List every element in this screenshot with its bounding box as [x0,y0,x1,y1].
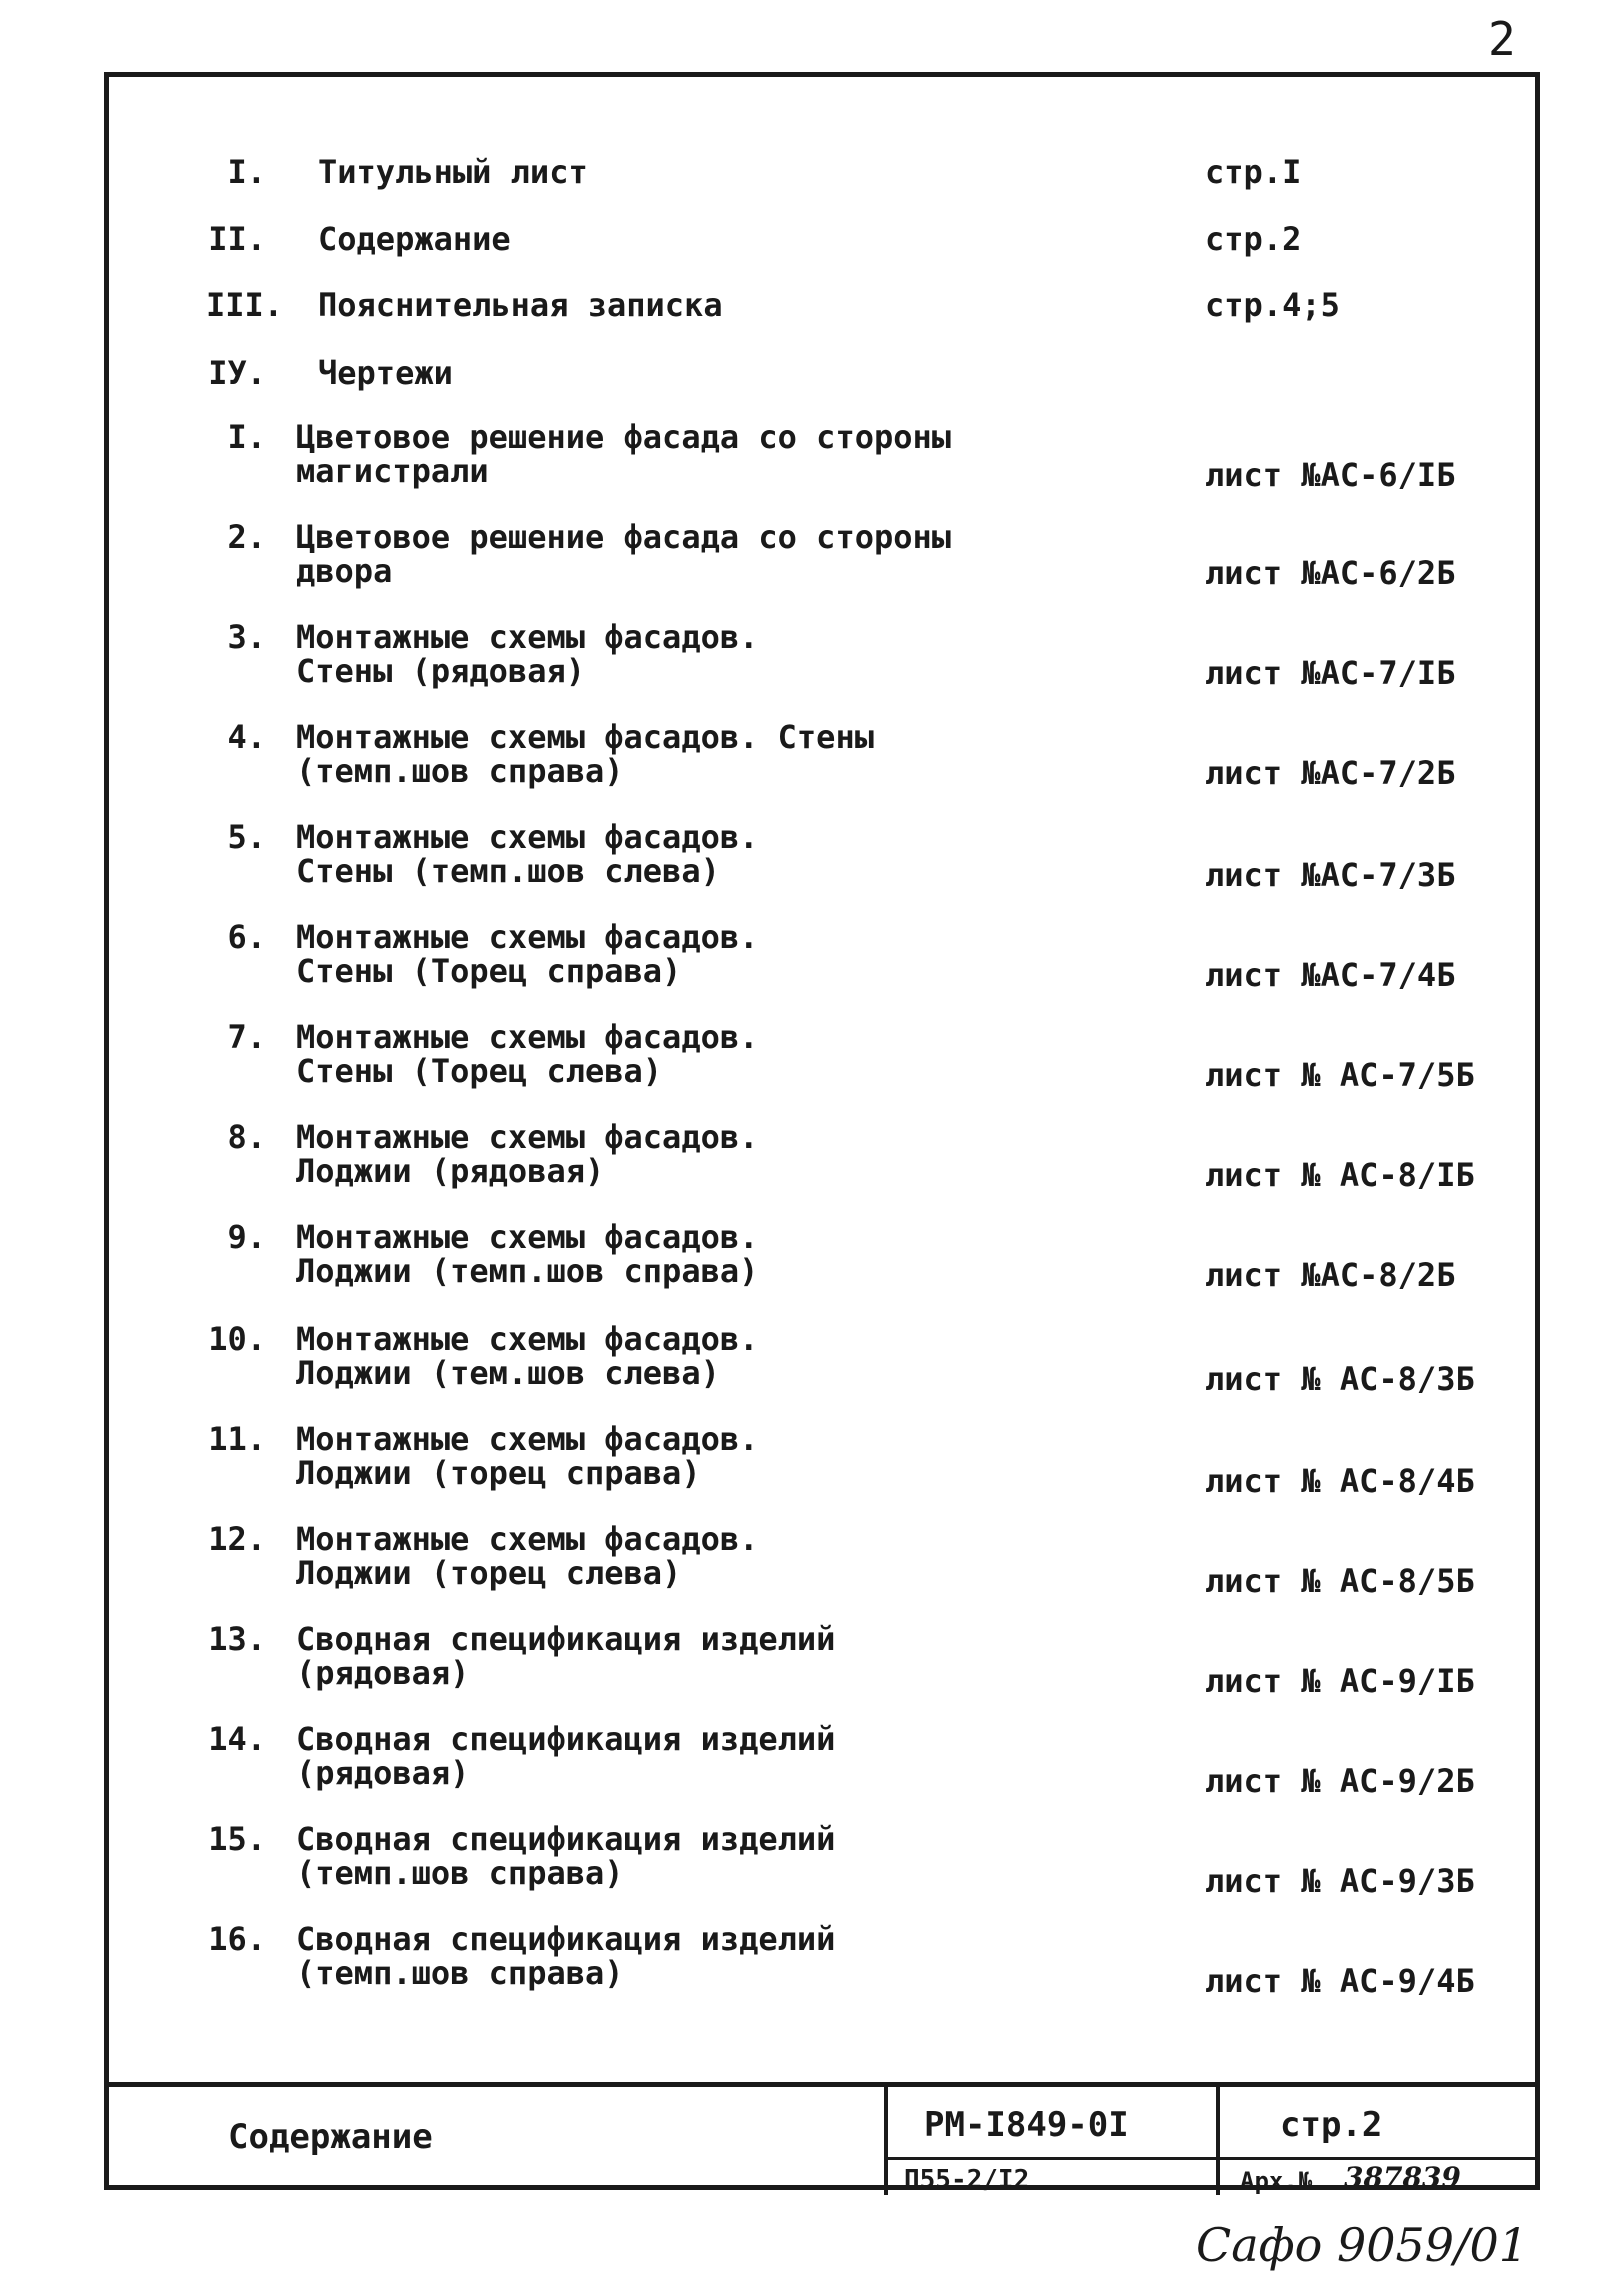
entry-number: 8. [227,1118,266,1156]
entry-title: Стены (Торец справа) [296,952,682,990]
entry-reference: лист № АС-8/4Б [1205,1462,1475,1500]
entry-title: Лоджии (торец слева) [296,1554,682,1592]
entry-title: Стены (Торец слева) [296,1052,663,1090]
entry-reference: лист № АС-8/5Б [1205,1562,1475,1600]
title-block-code: РМ-I849-0I [924,2105,1129,2145]
entry-title: (рядовая) [296,1754,470,1792]
title-block-divider-2 [1216,2087,1220,2195]
entry-title: Цветовое решение фасада со стороны [296,418,952,456]
entry-reference: лист № АС-8/IБ [1205,1156,1475,1194]
entry-title: двора [296,552,393,590]
entry-title: Монтажные схемы фасадов. Стены [296,718,874,756]
entry-title: Пояснительная записка [318,286,723,324]
entry-title: (темп.шов справа) [296,1854,624,1892]
entry-number: 3. [227,618,266,656]
title-block [104,2082,1540,2195]
entry-title: Лоджии (тем.шов слева) [296,1354,720,1392]
entry-reference: лист № АС-9/4Б [1205,1962,1475,2000]
title-block-divider-1 [884,2087,888,2195]
entry-number: 13. [208,1620,266,1658]
entry-title: Монтажные схемы фасадов. [296,1320,759,1358]
entry-number: 4. [227,718,266,756]
entry-title: (рядовая) [296,1654,470,1692]
entry-reference: лист № АС-7/5Б [1205,1056,1475,1094]
entry-number: I. [227,153,266,191]
entry-reference: лист №АС-6/IБ [1205,456,1456,494]
entry-number: 9. [227,1218,266,1256]
entry-reference: стр.2 [1205,220,1302,258]
entry-number: 15. [208,1820,266,1858]
entry-number: IУ. [208,354,266,392]
entry-title: магистрали [296,452,489,490]
entry-title: Монтажные схемы фасадов. [296,918,759,956]
entry-title: Монтажные схемы фасадов. [296,1018,759,1056]
entry-title: Монтажные схемы фасадов. [296,1420,759,1458]
entry-title: Стены (темп.шов слева) [296,852,720,890]
entry-title: Цветовое решение фасада со стороны [296,518,952,556]
entry-reference: лист №АС-6/2Б [1205,554,1456,592]
entry-number: 10. [208,1320,266,1358]
entry-title: (темп.шов справа) [296,752,624,790]
entry-title: Лоджии (темп.шов справа) [296,1252,759,1290]
entry-reference: лист № АС-9/2Б [1205,1762,1475,1800]
entry-reference: лист №АС-7/IБ [1205,654,1456,692]
entry-title: Сводная спецификация изделий [296,1720,836,1758]
entry-title: Монтажные схемы фасадов. [296,818,759,856]
entry-number: II. [208,220,266,258]
entry-reference: лист №АС-7/4Б [1205,956,1456,994]
entry-title: Чертежи [318,354,453,392]
page-number: 2 [1488,12,1516,66]
entry-number: 2. [227,518,266,556]
entry-title: Содержание [318,220,511,258]
entry-number: 16. [208,1920,266,1958]
title-block-page: стр.2 [1280,2105,1383,2145]
entry-reference: лист № АС-9/3Б [1205,1862,1475,1900]
entry-number: 5. [227,818,266,856]
entry-reference: лист №АС-7/2Б [1205,754,1456,792]
title-block-title: Содержание [228,2117,433,2157]
title-block-subcode: П55-2/I2 [904,2165,1030,2195]
entry-title: Сводная спецификация изделий [296,1620,836,1658]
entry-title: Стены (рядовая) [296,652,585,690]
entry-number: 11. [208,1420,266,1458]
entry-title: (темп.шов справа) [296,1954,624,1992]
entry-reference: стр.I [1205,153,1302,191]
title-block-divider-3 [884,2157,1540,2160]
entry-number: III. [206,286,284,324]
entry-title: Монтажные схемы фасадов. [296,1118,759,1156]
entry-reference: стр.4;5 [1205,286,1340,324]
entry-title: Титульный лист [318,153,588,191]
archive-label: Арх.№ [1240,2167,1313,2195]
archive-number: 387839 [1344,2161,1461,2194]
entry-title: Лоджии (рядовая) [296,1152,605,1190]
entry-title: Монтажные схемы фасадов. [296,1218,759,1256]
entry-reference: лист № АС-8/3Б [1205,1360,1475,1398]
entry-title: Лоджии (торец справа) [296,1454,701,1492]
entry-number: I. [227,418,266,456]
entry-title: Сводная спецификация изделий [296,1920,836,1958]
entry-reference: лист № АС-9/IБ [1205,1662,1475,1700]
entry-number: 6. [227,918,266,956]
entry-title: Монтажные схемы фасадов. [296,618,759,656]
entry-title: Монтажные схемы фасадов. [296,1520,759,1558]
entry-reference: лист №АС-7/3Б [1205,856,1456,894]
entry-reference: лист №АС-8/2Б [1205,1256,1456,1294]
entry-title: Сводная спецификация изделий [296,1820,836,1858]
entry-number: 12. [208,1520,266,1558]
handwritten-inventory-number: Сафо 9059/01 [1196,2218,1529,2272]
entry-number: 7. [227,1018,266,1056]
entry-number: 14. [208,1720,266,1758]
